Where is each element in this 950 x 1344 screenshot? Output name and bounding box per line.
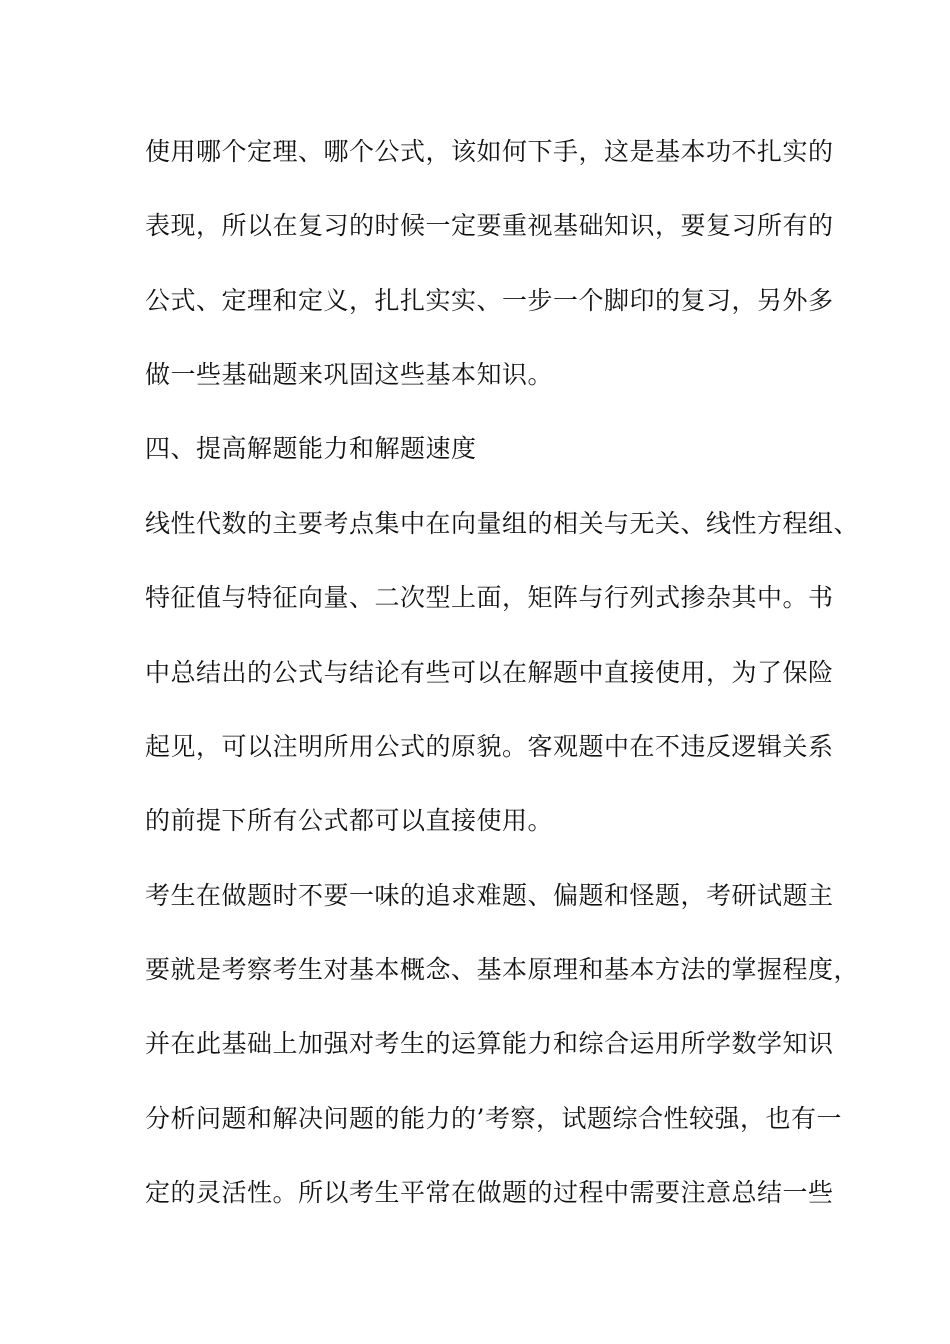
text-line: 起见，可以注明所用公式的原貌。客观题中在不违反逻辑关系 bbox=[145, 732, 834, 761]
text-line: 公式、定理和定义，扎扎实实、一步一个脚印的复习，另外多 bbox=[145, 286, 834, 315]
text-line: 的前提下所有公式都可以直接使用。 bbox=[145, 806, 554, 835]
text-line: 使用哪个定理、哪个公式，该如何下手，这是基本功不扎实的 bbox=[145, 137, 834, 166]
text-line: 分析问题和解决问题的能力的’考察，试题综合性较强，也有一 bbox=[145, 1104, 842, 1133]
text-line: 做一些基础题来巩固这些基本知识。 bbox=[145, 360, 554, 389]
text-line: 考生在做题时不要一味的追求难题、偏题和怪题，考研试题主 bbox=[145, 881, 834, 910]
text-line: 定的灵活性。所以考生平常在做题的过程中需要注意总结一些 bbox=[145, 1178, 834, 1207]
text-line: 特征值与特征向量、二次型上面，矩阵与行列式掺杂其中。书 bbox=[145, 583, 834, 612]
text-line: 线性代数的主要考点集中在向量组的相关与无关、线性方程组、 bbox=[145, 509, 860, 538]
text-line: 表现，所以在复习的时候一定要重视基础知识，要复习所有的 bbox=[145, 211, 834, 240]
text-line: 要就是考察考生对基本概念、基本原理和基本方法的掌握程度， bbox=[145, 955, 860, 984]
section-heading: 四、提高解题能力和解题速度 bbox=[145, 434, 477, 463]
text-line: 并在此基础上加强对考生的运算能力和综合运用所学数学知识 bbox=[145, 1029, 834, 1058]
text-line: 中总结出的公式与结论有些可以在解题中直接使用，为了保险 bbox=[145, 658, 834, 687]
